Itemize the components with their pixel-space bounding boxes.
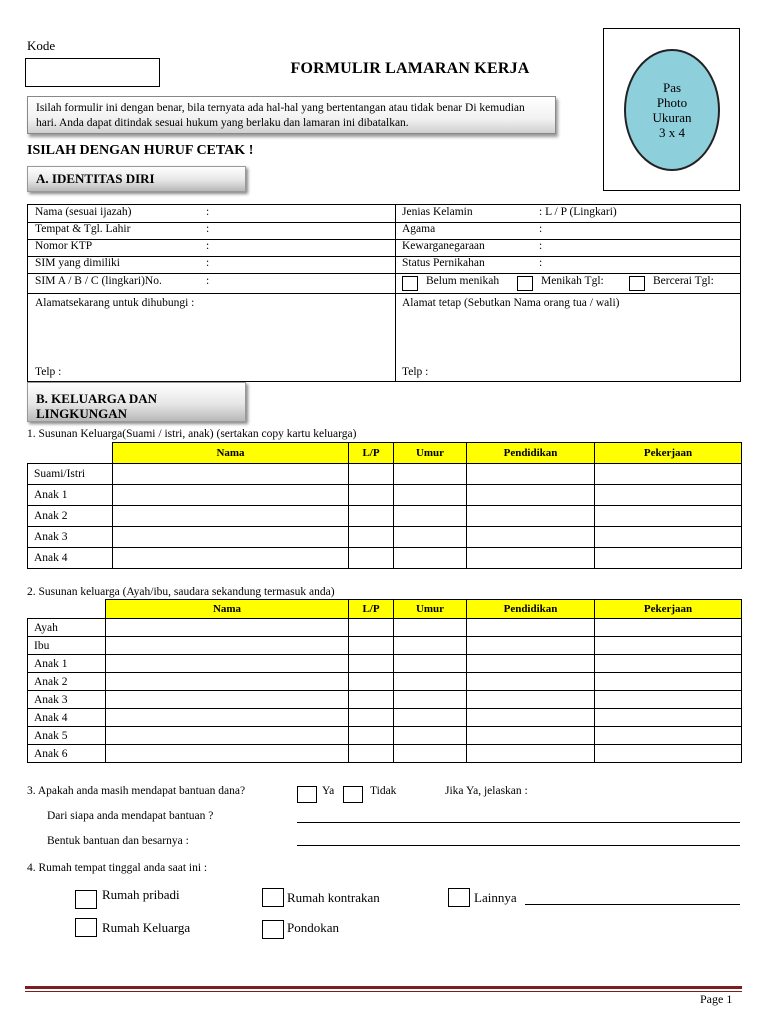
rumah-kontrakan-checkbox[interactable] xyxy=(262,888,284,907)
cell-input[interactable] xyxy=(106,745,349,763)
cell-input[interactable] xyxy=(394,691,467,709)
cell-input[interactable] xyxy=(467,673,595,691)
table-row xyxy=(28,548,742,569)
dari-siapa-label: Dari siapa anda mendapat bantuan ? xyxy=(47,810,214,822)
cell-input[interactable] xyxy=(106,619,349,637)
cell-input[interactable] xyxy=(595,485,742,506)
cell-input[interactable] xyxy=(113,464,349,485)
cell-input[interactable] xyxy=(106,637,349,655)
cell-input[interactable] xyxy=(467,506,595,527)
cell-input[interactable] xyxy=(467,485,595,506)
table-row xyxy=(28,745,742,763)
cell-input[interactable] xyxy=(106,655,349,673)
field-sep: : xyxy=(539,223,543,235)
col-lp: L/P xyxy=(349,600,394,619)
cell-input[interactable] xyxy=(467,691,595,709)
col-nama: Nama xyxy=(113,443,349,464)
question-1: 1. Susunan Keluarga(Suami / istri, anak) (sertakan copy kartu keluarga) xyxy=(27,428,357,440)
photo-line-4: 3 x 4 xyxy=(659,125,685,140)
jika-ya-label: Jika Ya, jelaskan : xyxy=(445,785,528,797)
marital-belum-label: Belum menikah xyxy=(426,275,500,287)
field-sep: : xyxy=(206,206,210,218)
footer-rule-thin xyxy=(25,991,742,992)
family-table-1 xyxy=(27,442,742,569)
cell-input[interactable] xyxy=(394,637,467,655)
field-label: Status Pernikahan xyxy=(402,257,485,269)
field-label: Jenias Kelamin xyxy=(402,206,473,218)
notice-box: Isilah formulir ini dengan benar, bila ternyata ada hal-hal yang bertentangan atau tidak benar Di kemudian hari. Anda dapat ditindak sesuai hukum yang berlaku dan lamaran ini dibatalkan. xyxy=(27,96,556,134)
kode-input[interactable] xyxy=(25,58,160,87)
cell-input[interactable] xyxy=(595,548,742,569)
cell-input[interactable] xyxy=(595,506,742,527)
cell-input[interactable] xyxy=(349,727,394,745)
cell-input[interactable] xyxy=(595,727,742,745)
bentuk-line[interactable] xyxy=(297,845,740,846)
field-sep: : xyxy=(206,240,210,252)
cell-input[interactable] xyxy=(467,619,595,637)
cell-input[interactable] xyxy=(467,527,595,548)
cell-input[interactable] xyxy=(113,527,349,548)
field-sep: : xyxy=(206,275,210,287)
rumah-pribadi-checkbox[interactable] xyxy=(75,890,97,909)
table-row xyxy=(28,709,742,727)
marital-cerai-label: Bercerai Tgl: xyxy=(653,275,714,287)
identity-row xyxy=(28,205,740,223)
cell-input[interactable] xyxy=(349,655,394,673)
cell-input[interactable] xyxy=(113,485,349,506)
row-label: Anak 5 xyxy=(28,727,106,745)
section-a-heading: A. IDENTITAS DIRI xyxy=(27,166,246,192)
cell-input[interactable] xyxy=(394,745,467,763)
row-label: Ibu xyxy=(28,637,106,655)
cell-input[interactable] xyxy=(394,709,467,727)
telp-permanent-label: Telp : xyxy=(402,366,429,378)
cell-input[interactable] xyxy=(349,637,394,655)
cell-input[interactable] xyxy=(349,673,394,691)
photo-placeholder xyxy=(624,49,720,171)
cell-input[interactable] xyxy=(394,619,467,637)
cell-input[interactable] xyxy=(595,619,742,637)
corner-cell xyxy=(28,443,113,464)
table-row xyxy=(28,485,742,506)
field-label: Agama xyxy=(402,223,436,235)
table-row xyxy=(28,637,742,655)
ya-checkbox[interactable] xyxy=(297,786,317,803)
telp-current-label: Telp : xyxy=(35,366,62,378)
table-header-row xyxy=(28,443,742,464)
section-b-heading: B. KELUARGA DAN LINGKUNGAN xyxy=(27,382,246,422)
cell-input[interactable] xyxy=(349,745,394,763)
cell-input[interactable] xyxy=(595,709,742,727)
cell-input[interactable] xyxy=(394,548,467,569)
cell-input[interactable] xyxy=(595,527,742,548)
row-label: Anak 4 xyxy=(28,709,106,727)
field-sep: : xyxy=(206,257,210,269)
marital-menikah-label: Menikah Tgl: xyxy=(541,275,604,287)
cell-input[interactable] xyxy=(106,691,349,709)
kode-label: Kode xyxy=(27,38,56,53)
cell-input[interactable] xyxy=(349,506,394,527)
pondokan-label: Pondokan xyxy=(287,920,339,935)
field-label: Nomor KTP xyxy=(35,240,93,252)
cell-input[interactable] xyxy=(106,673,349,691)
tidak-checkbox[interactable] xyxy=(343,786,363,803)
tidak-label: Tidak xyxy=(370,785,397,797)
cell-input[interactable] xyxy=(349,464,394,485)
lainnya-checkbox[interactable] xyxy=(448,888,470,907)
cell-input[interactable] xyxy=(467,655,595,673)
lainnya-label: Lainnya xyxy=(474,890,517,905)
marital-menikah-checkbox[interactable] xyxy=(517,276,533,291)
rumah-kontrakan-label: Rumah kontrakan xyxy=(287,890,380,905)
table-row xyxy=(28,527,742,548)
col-pekerjaan: Pekerjaan xyxy=(595,600,742,619)
col-nama: Nama xyxy=(106,600,349,619)
page-number: Page 1 xyxy=(700,992,733,1006)
address-current-label: Alamatsekarang untuk dihubungi : xyxy=(35,297,195,309)
footer-rule xyxy=(25,986,742,989)
cell-input[interactable] xyxy=(394,506,467,527)
cell-input[interactable] xyxy=(113,506,349,527)
row-label: Anak 1 xyxy=(28,655,106,673)
cell-input[interactable] xyxy=(595,637,742,655)
question-3: 3. Apakah anda masih mendapat bantuan dana? xyxy=(27,785,246,797)
col-pekerjaan: Pekerjaan xyxy=(595,443,742,464)
instruction-text: ISILAH DENGAN HURUF CETAK ! xyxy=(27,143,254,158)
rumah-keluarga-checkbox[interactable] xyxy=(75,918,97,937)
cell-input[interactable] xyxy=(106,709,349,727)
table-row xyxy=(28,673,742,691)
table-row xyxy=(28,691,742,709)
photo-line-3: Ukuran xyxy=(652,110,692,125)
col-pendidikan: Pendidikan xyxy=(467,600,595,619)
row-label: Suami/Istri xyxy=(28,464,113,485)
identity-row xyxy=(28,256,740,274)
field-label: SIM yang dimiliki xyxy=(35,257,120,269)
table-row xyxy=(28,464,742,485)
cell-input[interactable] xyxy=(467,709,595,727)
cell-input[interactable] xyxy=(113,548,349,569)
ya-label: Ya xyxy=(322,785,335,797)
col-umur: Umur xyxy=(394,443,467,464)
table-row xyxy=(28,727,742,745)
row-label: Anak 3 xyxy=(28,691,106,709)
family-table-2 xyxy=(27,599,742,763)
field-sep: : L / P (Lingkari) xyxy=(539,206,617,218)
cell-input[interactable] xyxy=(467,727,595,745)
photo-frame xyxy=(603,28,740,191)
cell-input[interactable] xyxy=(349,691,394,709)
table-row xyxy=(28,619,742,637)
row-label: Anak 6 xyxy=(28,745,106,763)
field-sep: : xyxy=(206,223,210,235)
table-row xyxy=(28,506,742,527)
row-label: Ayah xyxy=(28,619,106,637)
cell-input[interactable] xyxy=(349,709,394,727)
cell-input[interactable] xyxy=(595,673,742,691)
table-header-row xyxy=(28,600,742,619)
rumah-keluarga-label: Rumah Keluarga xyxy=(102,920,191,935)
question-4: 4. Rumah tempat tinggal anda saat ini : xyxy=(27,862,208,874)
table-row xyxy=(28,655,742,673)
row-label: Anak 1 xyxy=(28,485,113,506)
question-2: 2. Susunan keluarga (Ayah/ibu, saudara sekandung termasuk anda) xyxy=(27,586,335,598)
identity-row xyxy=(28,273,740,294)
cell-input[interactable] xyxy=(595,745,742,763)
identity-row xyxy=(28,239,740,257)
cell-input[interactable] xyxy=(394,673,467,691)
row-label: Anak 2 xyxy=(28,506,113,527)
cell-input[interactable] xyxy=(394,655,467,673)
cell-input[interactable] xyxy=(349,619,394,637)
dari-siapa-line[interactable] xyxy=(297,822,740,823)
rumah-pribadi-label: Rumah pribadi xyxy=(102,887,180,902)
cell-input[interactable] xyxy=(394,527,467,548)
cell-input[interactable] xyxy=(595,691,742,709)
field-label: Tempat & Tgl. Lahir xyxy=(35,223,131,235)
corner-cell xyxy=(28,600,106,619)
photo-line-1: Pas xyxy=(662,80,682,95)
identity-row xyxy=(28,222,740,240)
cell-input[interactable] xyxy=(349,548,394,569)
identity-table xyxy=(27,204,741,382)
field-label: Kewarganegaraan xyxy=(402,240,485,252)
col-lp: L/P xyxy=(349,443,394,464)
bentuk-label: Bentuk bantuan dan besarnya : xyxy=(47,835,189,847)
row-label: Anak 2 xyxy=(28,673,106,691)
cell-input[interactable] xyxy=(467,745,595,763)
field-label: Nama (sesuai ijazah) xyxy=(35,206,132,218)
cell-input[interactable] xyxy=(394,727,467,745)
marital-belum-checkbox[interactable] xyxy=(402,276,418,291)
marital-cerai-checkbox[interactable] xyxy=(629,276,645,291)
cell-input[interactable] xyxy=(595,655,742,673)
photo-line-2: Photo xyxy=(656,95,688,110)
field-label: SIM A / B / C (lingkari)No. xyxy=(35,275,162,287)
cell-input[interactable] xyxy=(467,548,595,569)
cell-input[interactable] xyxy=(595,464,742,485)
cell-input[interactable] xyxy=(394,485,467,506)
cell-input[interactable] xyxy=(467,637,595,655)
form-title: FORMULIR LAMARAN KERJA xyxy=(290,60,530,77)
pondokan-checkbox[interactable] xyxy=(262,920,284,939)
cell-input[interactable] xyxy=(349,527,394,548)
cell-input[interactable] xyxy=(394,464,467,485)
field-sep: : xyxy=(539,240,543,252)
col-pendidikan: Pendidikan xyxy=(467,443,595,464)
address-permanent-label: Alamat tetap (Sebutkan Nama orang tua / wali) xyxy=(402,297,620,309)
cell-input[interactable] xyxy=(349,485,394,506)
col-umur: Umur xyxy=(394,600,467,619)
row-label: Anak 4 xyxy=(28,548,113,569)
row-label: Anak 3 xyxy=(28,527,113,548)
cell-input[interactable] xyxy=(106,727,349,745)
cell-input[interactable] xyxy=(467,464,595,485)
lainnya-line[interactable] xyxy=(525,904,740,905)
field-sep: : xyxy=(539,257,543,269)
